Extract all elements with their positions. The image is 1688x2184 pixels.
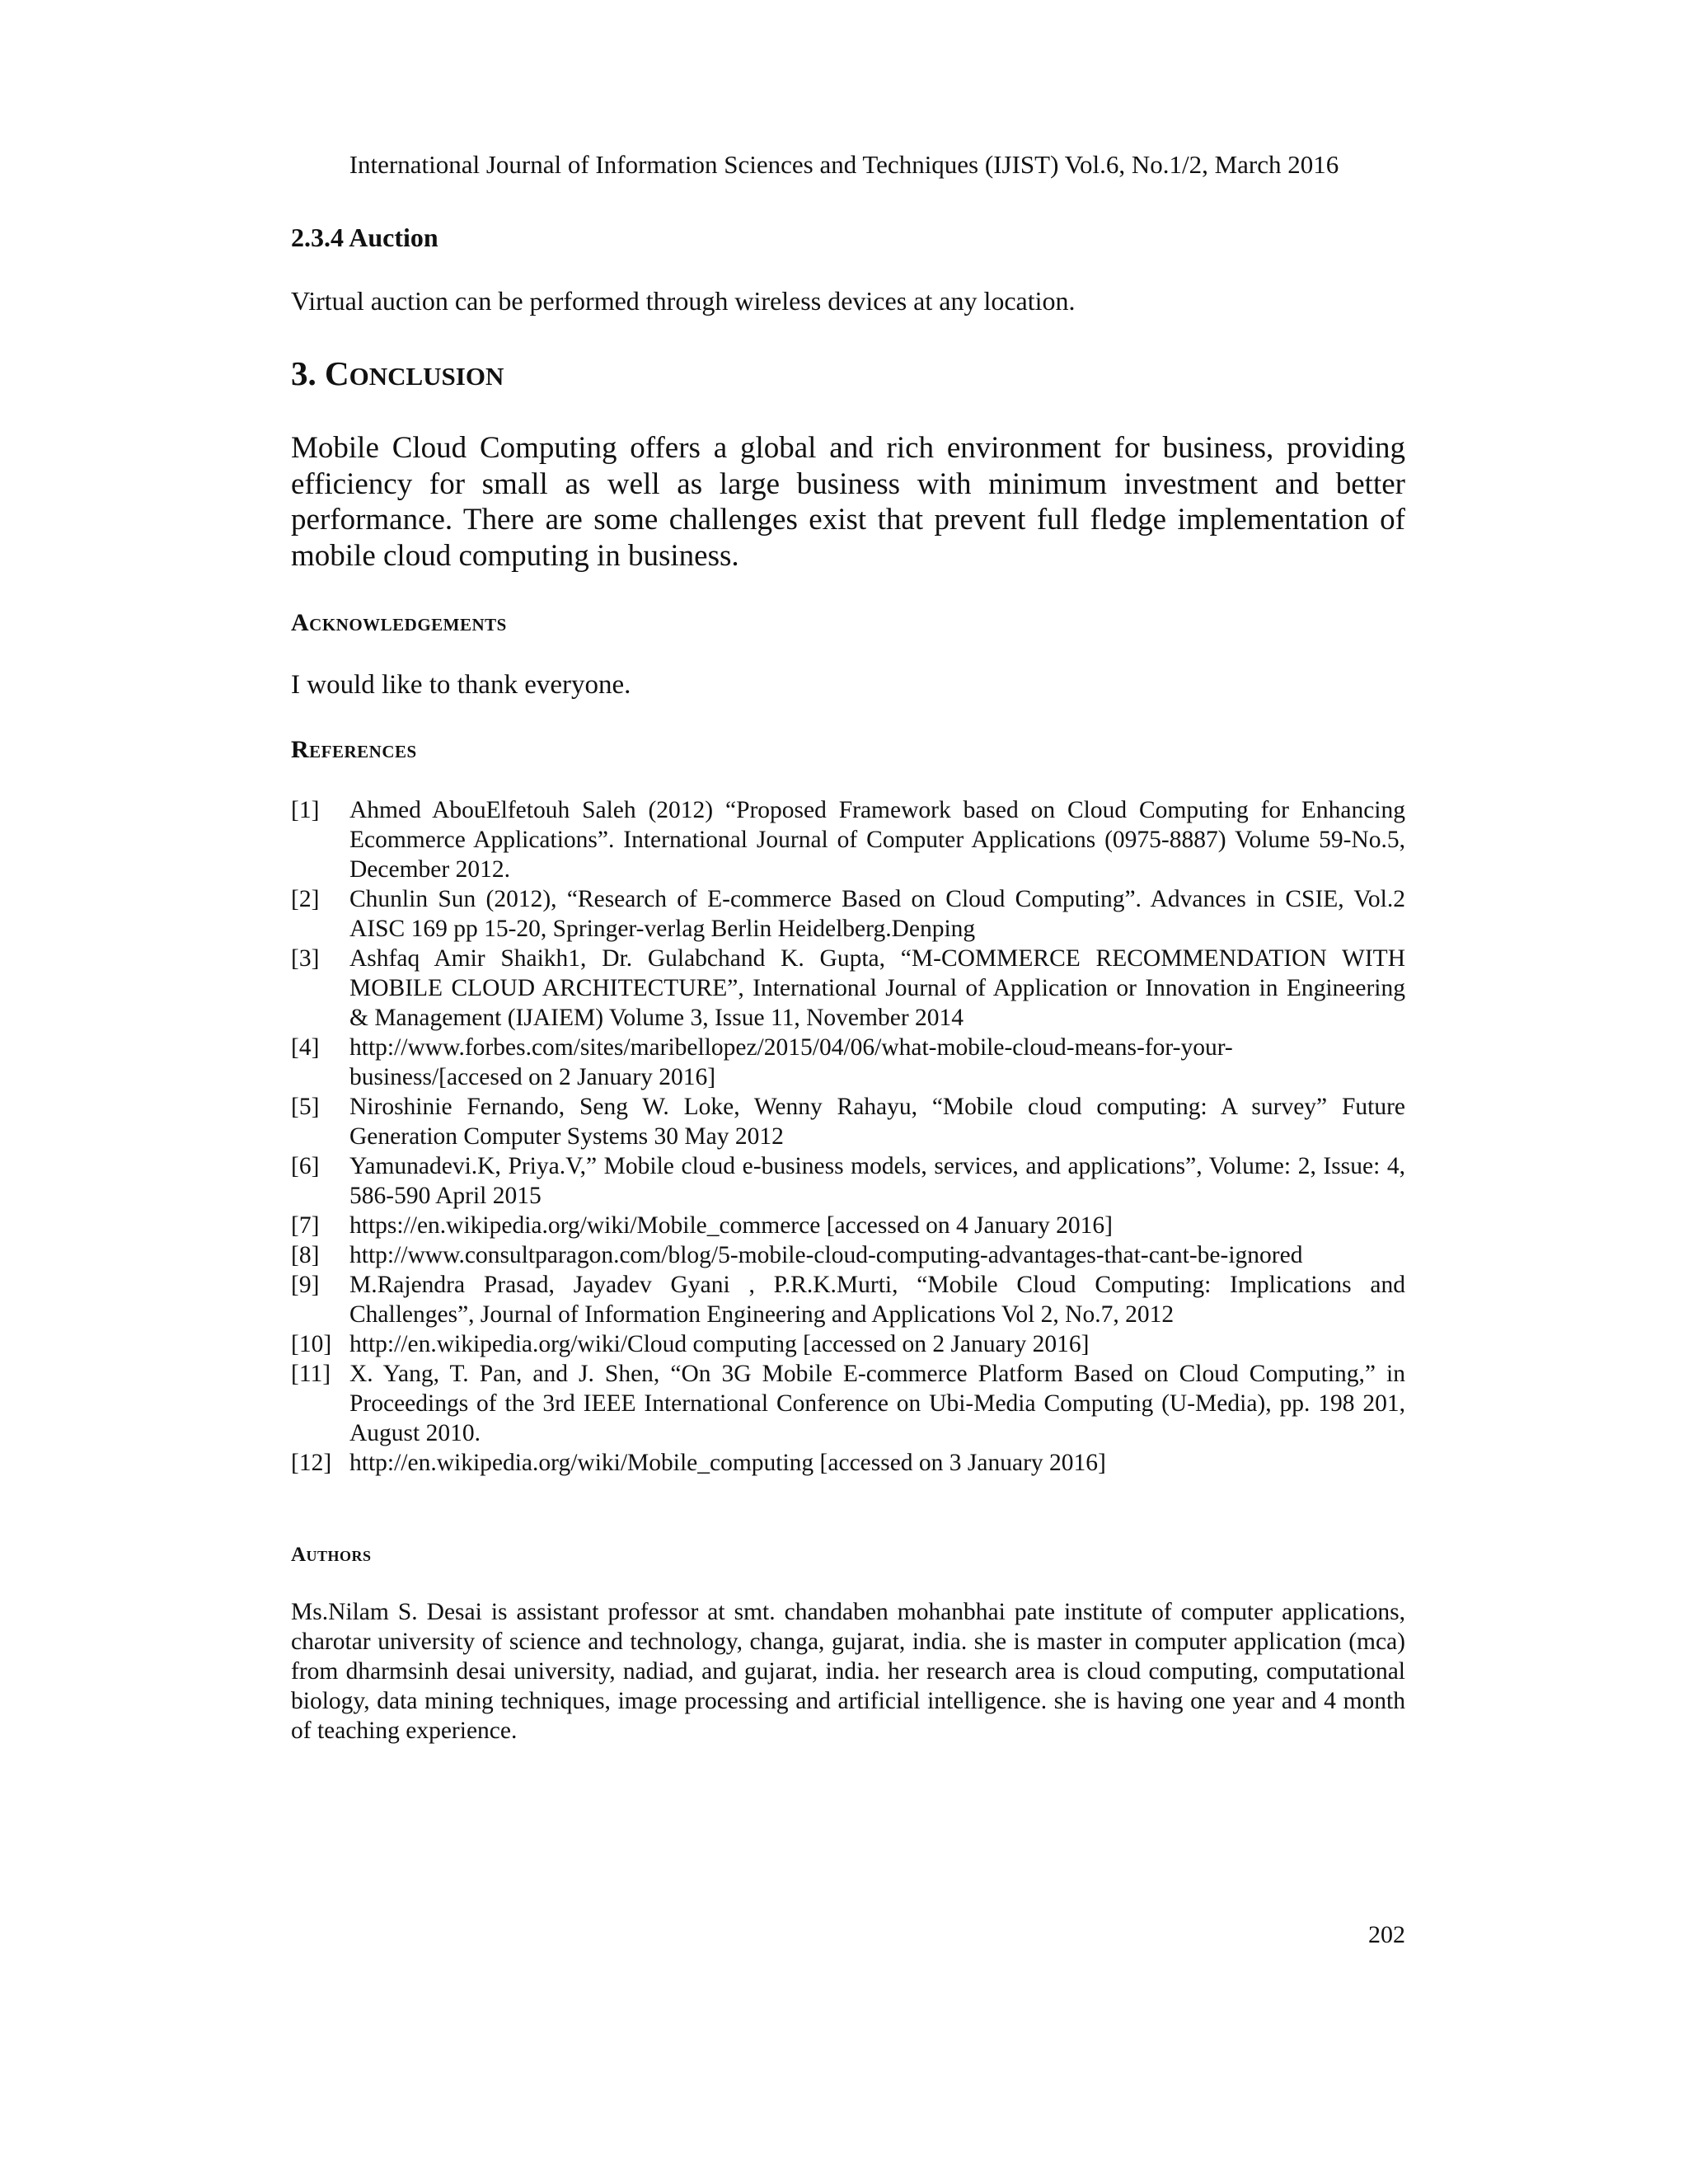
reference-text: https://en.wikipedia.org/wiki/Mobile_commerce [accessed on 4 January 2016]: [349, 1212, 1114, 1239]
acknowledgements-paragraph: I would like to thank everyone.: [291, 670, 631, 700]
reference-item: [291, 1033, 1405, 1092]
reference-number: [6]: [291, 1153, 320, 1179]
reference-number: [12]: [291, 1450, 332, 1476]
reference-item: [291, 1329, 1405, 1359]
reference-text: Ahmed AbouElfetouh Saleh (2012) “Proposed Framework based on Cloud Computing for Enhancing Ecommerce Applications”. International Journal of Computer Applications (0975-8887) Volume 59-No.5, December 2012.: [349, 797, 1405, 883]
running-header: International Journal of Information Sciences and Techniques (IJIST) Vol.6, No.1/2, March 2016: [349, 150, 1339, 179]
reference-text: Yamunadevi.K, Priya.V,” Mobile cloud e-business models, services, and applications”, Volume: 2, Issue: 4, 586-590 April 2015: [349, 1153, 1405, 1209]
reference-item: [291, 1240, 1405, 1270]
conclusion-heading-number: 3. C: [291, 354, 349, 392]
reference-number: [3]: [291, 945, 320, 972]
reference-number: [2]: [291, 886, 320, 912]
reference-number: [9]: [291, 1272, 320, 1298]
reference-number: [5]: [291, 1094, 320, 1120]
conclusion-heading: [291, 353, 1405, 397]
reference-item: [291, 1211, 1405, 1240]
authors-heading: Authors: [291, 1544, 372, 1566]
acknowledgements-heading: Acknowledgements: [291, 609, 507, 636]
reference-number: [7]: [291, 1212, 320, 1239]
reference-text: http://www.consultparagon.com/blog/5-mobile-cloud-computing-advantages-that-cant-be-ignored: [349, 1242, 1303, 1268]
reference-text: Niroshinie Fernando, Seng W. Loke, Wenny Rahayu, “Mobile cloud computing: A survey” Future Generation Computer Systems 30 May 2012: [349, 1094, 1405, 1150]
reference-list: [291, 795, 1405, 1478]
reference-item: [291, 795, 1405, 884]
reference-item: [291, 1092, 1405, 1151]
conclusion-heading-rest: ONCLUSION: [349, 362, 504, 391]
subsection-heading: 2.3.4 Auction: [291, 223, 438, 252]
subsection-paragraph: Virtual auction can be performed through wireless devices at any location.: [291, 286, 1076, 316]
reference-item: [291, 1448, 1405, 1478]
reference-text: X. Yang, T. Pan, and J. Shen, “On 3G Mobile E-commerce Platform Based on Cloud Computing,” in Proceedings of the 3rd IEEE International Conference on Ubi-Media Computing (U-Media), pp. 198 201, August 2010.: [349, 1361, 1405, 1446]
reference-text: http://en.wikipedia.org/wiki/Mobile_computing [accessed on 3 January 2016]: [349, 1450, 1106, 1476]
reference-item: [291, 1359, 1405, 1448]
reference-item: [291, 1270, 1405, 1329]
references-heading: References: [291, 736, 417, 763]
author-bio: Ms.Nilam S. Desai is assistant professor at smt. chandaben mohanbhai pate institute of computer applications, charotar university of science and technology, changa, gujarat, india. she is master in computer application (mca) from dharmsinh desai university, nadiad, and gujarat, india. her research area is cloud computing, computational biology, data mining techniques, image processing and artificial intelligence. she is having one year and 4 month of teaching experience.: [291, 1599, 1405, 1744]
reference-number: [11]: [291, 1361, 331, 1387]
reference-number: [4]: [291, 1034, 320, 1061]
reference-item: [291, 944, 1405, 1033]
reference-number: [8]: [291, 1242, 320, 1268]
reference-item: [291, 884, 1405, 944]
conclusion-paragraph: Mobile Cloud Computing offers a global and rich environment for business, providing efficiency for small as well as large business with minimum investment and better performance. There are some challenges exist that prevent full fledge implementation of mobile cloud computing in business.: [291, 431, 1405, 573]
reference-text: http://www.forbes.com/sites/maribellopez/2015/04/06/what-mobile-cloud-means-for-your-business/[accesed on 2 January 2016]: [349, 1034, 1233, 1090]
page-number: 202: [1368, 1921, 1405, 1948]
reference-number: [1]: [291, 797, 320, 823]
reference-number: [10]: [291, 1331, 332, 1357]
reference-item: [291, 1151, 1405, 1211]
reference-text: http://en.wikipedia.org/wiki/Cloud computing [accessed on 2 January 2016]: [349, 1331, 1090, 1357]
reference-text: Ashfaq Amir Shaikh1, Dr. Gulabchand K. Gupta, “M-COMMERCE RECOMMENDATION WITH MOBILE CLOUD ARCHITECTURE”, International Journal of Application or Innovation in Engineering & Management (IJAIEM) Volume 3, Issue 11, November 2014: [349, 945, 1405, 1031]
reference-text: Chunlin Sun (2012), “Research of E-commerce Based on Cloud Computing”. Advances in CSIE, Vol.2 AISC 169 pp 15-20, Springer-verlag Berlin Heidelberg.Denping: [349, 886, 1405, 942]
reference-text: M.Rajendra Prasad, Jayadev Gyani , P.R.K.Murti, “Mobile Cloud Computing: Implications and Challenges”, Journal of Information Engineering and Applications Vol 2, No.7, 2012: [349, 1272, 1405, 1328]
